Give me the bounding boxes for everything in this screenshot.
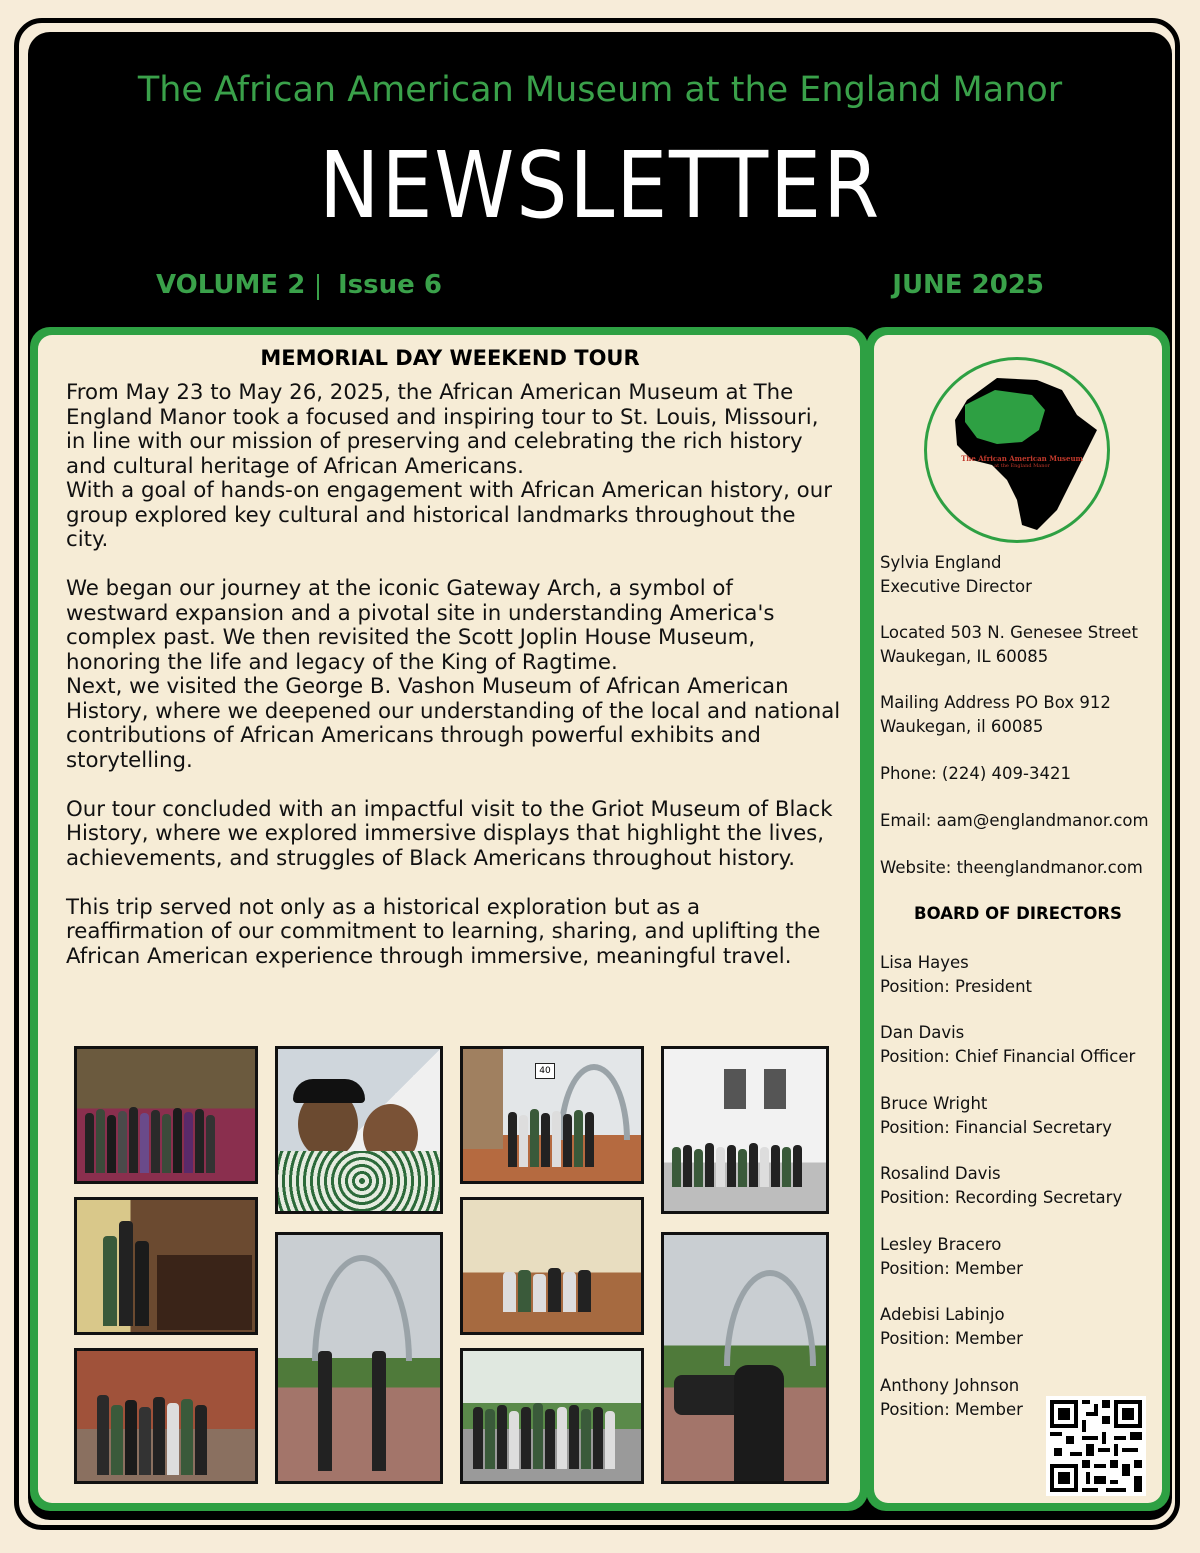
board-member-position: Position: Member: [880, 1399, 1023, 1419]
board-member-position: Position: Financial Secretary: [880, 1117, 1112, 1137]
board-member-name: Anthony Johnson: [880, 1376, 1020, 1395]
volume-label: VOLUME 2: [156, 270, 306, 300]
board-member-name: Lesley Bracero: [880, 1235, 1002, 1254]
location-line: Located 503 N. Genesee Street: [880, 623, 1138, 642]
board-member-position: Position: Recording Secretary: [880, 1187, 1123, 1207]
issue-date: JUNE 2025: [892, 270, 1044, 300]
photo-white-house-museum: [661, 1046, 829, 1214]
article-body: [66, 381, 841, 994]
museum-name: The African American Museum at the England Manor: [137, 70, 1063, 110]
mailing-info: [880, 691, 1165, 738]
issue-divider: [317, 274, 319, 300]
mailing-line: Waukegan, il 60085: [880, 716, 1044, 736]
article-title: MEMORIAL DAY WEEKEND TOUR: [260, 346, 640, 370]
board-member-name: Rosalind Davis: [880, 1164, 1001, 1183]
board-member-name: Adebisi Labinjo: [880, 1305, 1005, 1324]
photo-selfie: [275, 1046, 443, 1214]
board-member-position: Position: President: [880, 976, 1033, 996]
phone-number: Phone: (224) 409-3421: [880, 764, 1071, 783]
board-member-name: Lisa Hayes: [880, 953, 969, 972]
director-name: Sylvia England: [880, 553, 1002, 572]
director-title: Executive Director: [880, 576, 1032, 596]
email-address[interactable]: Email: aam@englandmanor.com: [880, 811, 1149, 830]
board-member-position: Position: Member: [880, 1328, 1023, 1348]
photo-arch-hands: [275, 1232, 443, 1484]
photo-brick-house-group: [74, 1348, 258, 1484]
museum-logo: [924, 357, 1110, 543]
article-paragraph: From May 23 to May 26, 2025, the African American Museum at The England Manor took a focused and inspiring tour to St. Louis, Missouri, in line with our mission of preserving and celebrating the rich history and cultural heritage of African Americans. With a goal of hands-on engagement with African American history, our group explored key cultural and historical landmarks throughout the city.: [66, 380, 832, 552]
issue-info: [156, 270, 1044, 306]
newsletter-header: [28, 32, 1172, 332]
article-paragraph: Our tour concluded with an impactful visit to the Griot Museum of Black History, where we explored immersive displays that highlight the lives, achievements, and struggles of Black Americans throughout history.: [66, 796, 833, 871]
photo-piano-room: [74, 1197, 258, 1335]
board-member: [880, 1233, 1165, 1280]
board-member: [880, 951, 1165, 998]
board-member-name: Bruce Wright: [880, 1094, 988, 1113]
location-line: Waukegan, IL 60085: [880, 646, 1049, 666]
board-member: [880, 1021, 1165, 1068]
photo-arch-raised-arms: [661, 1232, 829, 1484]
board-member: [880, 1092, 1165, 1139]
board-member-position: Position: Member: [880, 1258, 1023, 1278]
photo-arch-street-group: [460, 1046, 644, 1184]
board-member: [880, 1162, 1165, 1209]
photo-group-museum-interior: [74, 1046, 258, 1184]
board-heading: BOARD OF DIRECTORS: [914, 904, 1122, 923]
location-info: [880, 621, 1165, 668]
issue-label: Issue 6: [338, 270, 442, 300]
highway-sign: 40: [535, 1063, 555, 1079]
africa-map-icon: [927, 360, 1107, 540]
newsletter-title: NEWSLETTER: [319, 132, 881, 239]
photo-street-group: [460, 1348, 644, 1484]
article-paragraph: We began our journey at the iconic Gateway Arch, a symbol of westward expansion and a pivotal site in understanding America's complex past. We then revisited the Scott Joplin House Museum, honoring the life and legacy of the King of Ragtime. Next, we visited the George B. Vashon Museum of African American History, where we deepened our understanding of the local and national contributions of African Americans through powerful exhibits and storytelling.: [66, 576, 841, 773]
website-link[interactable]: Website: theenglandmanor.com: [880, 858, 1143, 877]
qr-code-icon[interactable]: [1046, 1396, 1146, 1496]
mailing-line: Mailing Address PO Box 912: [880, 693, 1111, 712]
logo-text: The African American Museum: [961, 454, 1083, 463]
article-paragraph: This trip served not only as a historical exploration but as a reaffirmation of our commitment to learning, sharing, and uplifting the African American experience through immersive, meaningful travel.: [66, 894, 821, 969]
director-info: [880, 551, 1165, 598]
board-member: [880, 1374, 1050, 1421]
board-member-name: Dan Davis: [880, 1023, 965, 1042]
photo-indoor-seated-group: [460, 1197, 644, 1335]
board-member: [880, 1303, 1165, 1350]
board-member-position: Position: Chief Financial Officer: [880, 1046, 1136, 1066]
logo-subtext: at the England Manor: [994, 463, 1050, 469]
